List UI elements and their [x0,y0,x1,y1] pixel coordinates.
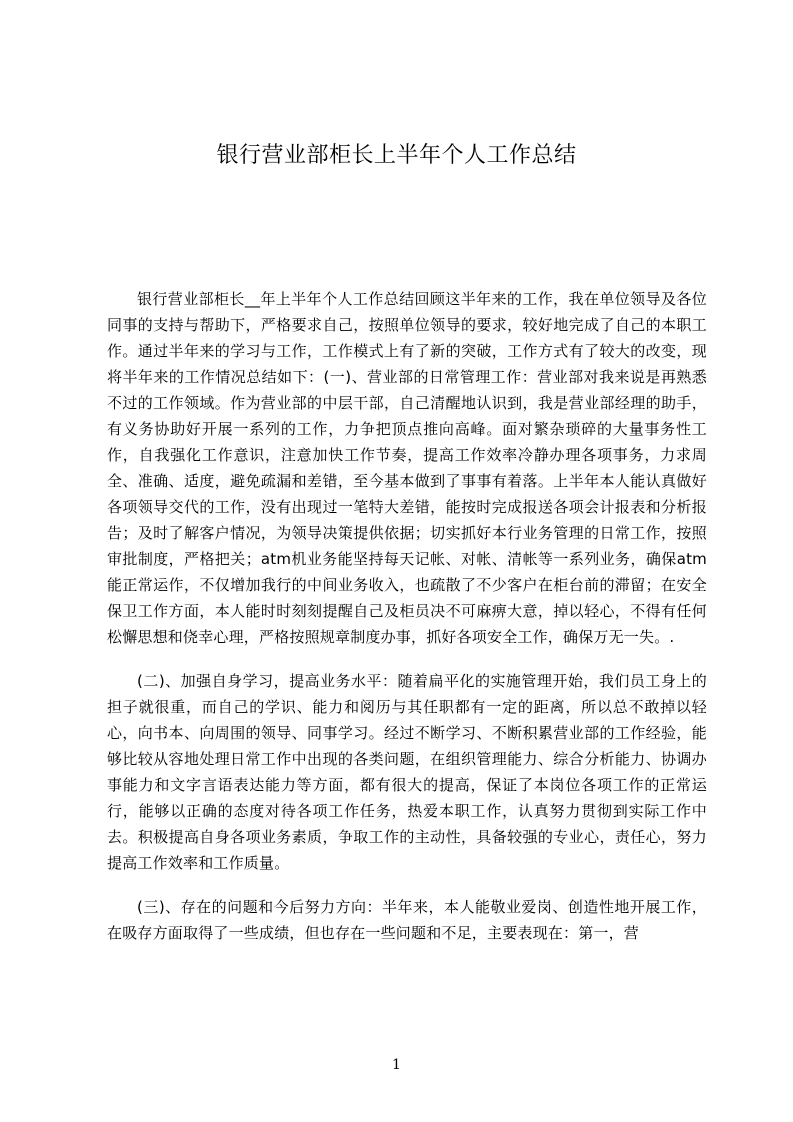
paragraph-intro: 银行营业部柜长__年上半年个人工作总结回顾这半年来的工作，我在单位领导及各位同事的支持与帮助下，严格要求自己，按照单位领导的要求，较好地完成了自己的本职工作。通过半年来的学习与工作，工作模式上有了新的突破，工作方式有了较大的改变，现将半年来的工作情况总结如下：(一)、营业部的日常管理工作：营业部对我来说是再熟悉不过的工作领域。作为营业部的中层干部，自己清醒地认识到，我是营业部经理的助手，有义务协助好开展一系列的工作，力争把顶点推向高峰。面对繁杂琐碎的大量事务性工作，自我强化工作意识，注意加快工作节奏，提高工作效率冷静办理各项事务，力求周全、准确、适度，避免疏漏和差错，至今基本做到了事事有着落。上半年本人能认真做好各项领导交代的工作，没有出现过一笔特大差错，能按时完成报送各项会计报表和分析报告；及时了解客户情况，为领导决策提供依据；切实抓好本行业务管理的日常工作，按照审批制度，严格把关；atm机业务能坚持每天记帐、对帐、清帐等一系列业务，确保atm能正常运作，不仅增加我行的中间业务收入，也疏散了不少客户在柜台前的滞留；在安全保卫工作方面，本人能时时刻刻提醒自己及柜员决不可麻痹大意，掉以轻心，不得有任何松懈思想和侥幸心理，严格按照规章制度办事，抓好各项安全工作，确保万无一失。. [107,290,707,646]
document-title: 银行营业部柜长上半年个人工作总结 [216,143,577,168]
paragraph-problems: (三)、存在的问题和今后努力方向：半年来，本人能敬业爱岗、创造性地开展工作，在吸存方面取得了一些成绩，但也存在一些问题和不足，主要表现在：第一，营 [107,898,707,942]
document-body [107,286,707,946]
paragraph-self-study: (二)、加强自身学习，提高业务水平：随着扁平化的实施管理开始，我们员工身上的担子就很重，而自己的学识、能力和阅历与其任职都有一定的距离，所以总不敢掉以轻心，向书本、向周围的领导、同事学习。经过不断学习、不断积累营业部的工作经验，能够比较从容地处理日常工作中出现的各类问题，在组织管理能力、综合分析能力、协调办事能力和文字言语表达能力等方面，都有很大的提高，保证了本岗位各项工作的正常运行，能够以正确的态度对待各项工作任务，热爱本职工作，认真努力贯彻到实际工作中去。积极提高自身各项业务素质，争取工作的主动性，具备较强的专业心，责任心，努力提高工作效率和工作质量。 [107,672,707,872]
page-number: 1 [392,1057,401,1073]
